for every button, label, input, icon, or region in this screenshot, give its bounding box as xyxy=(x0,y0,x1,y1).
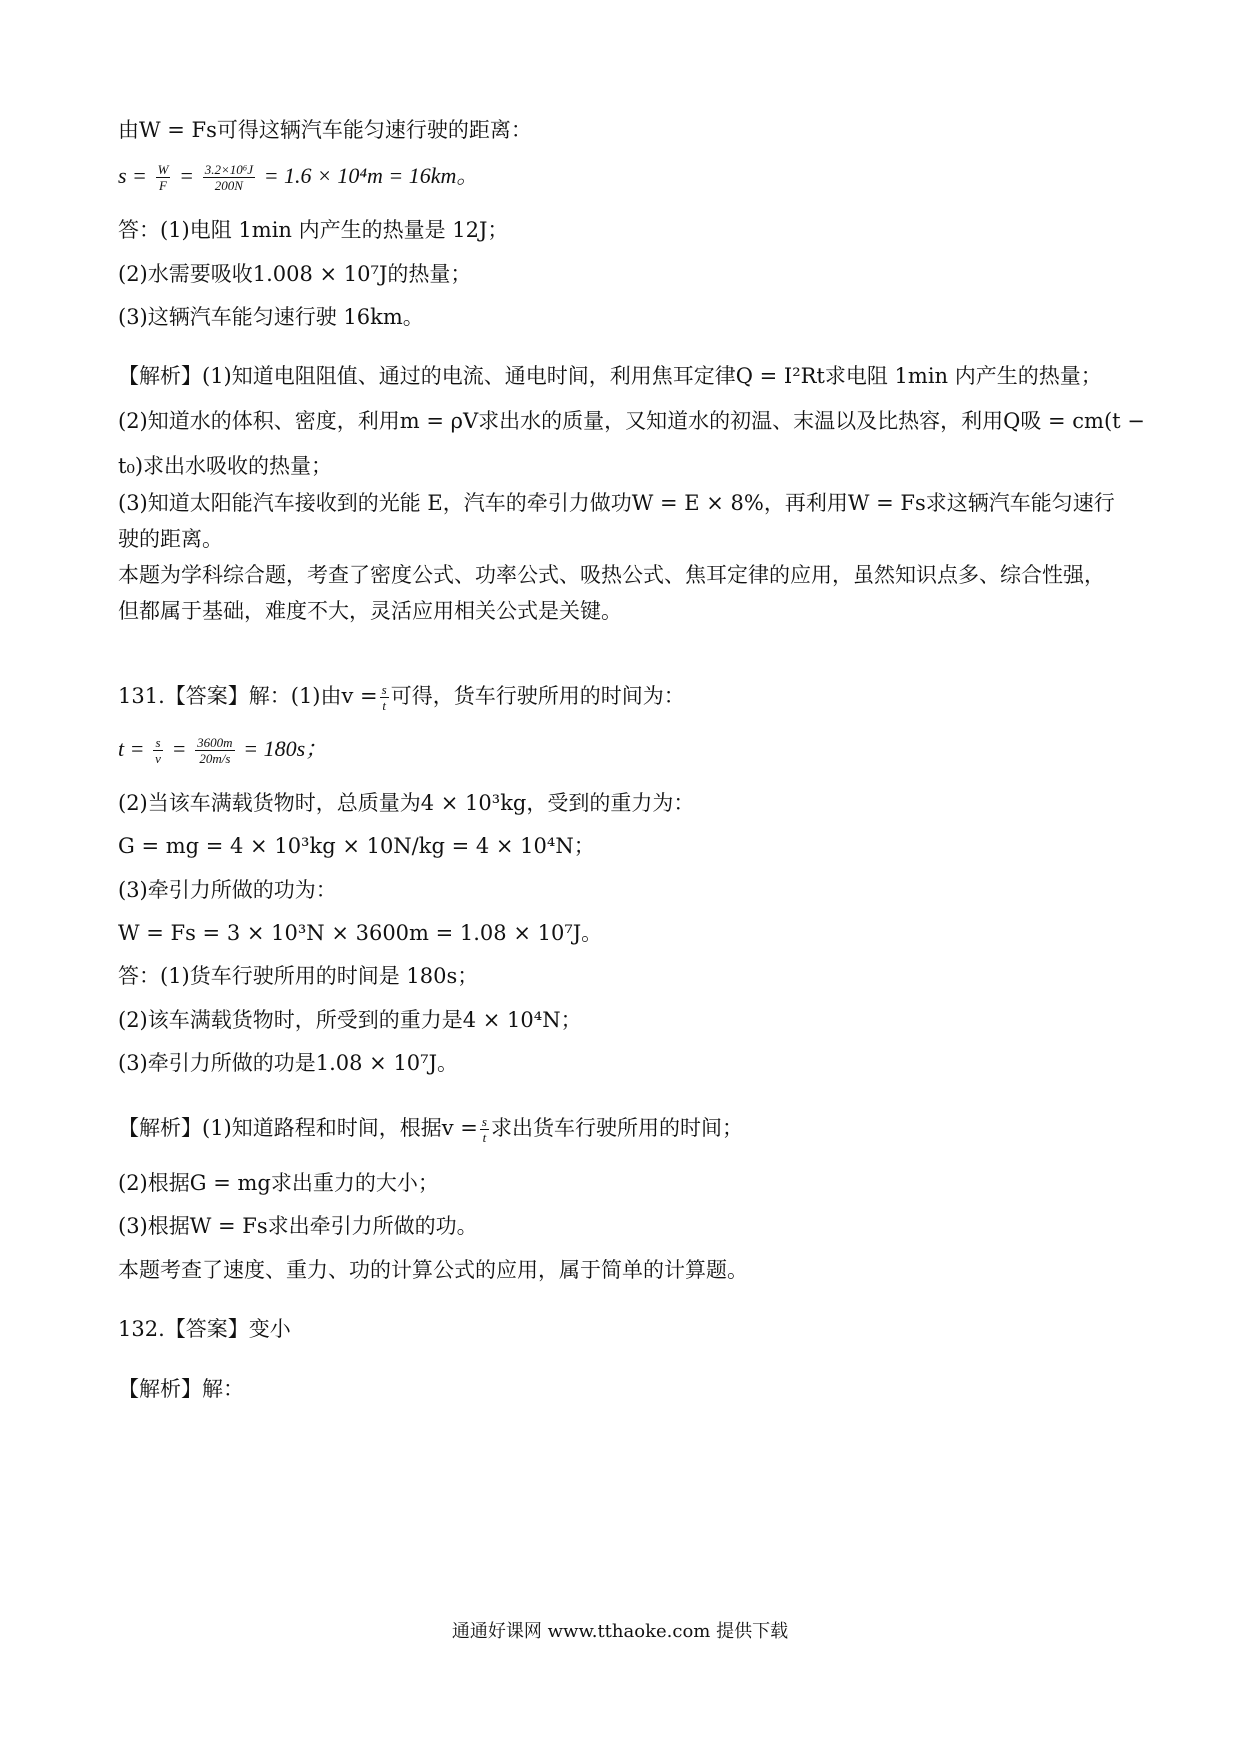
text-line-17: (3)牵引力所做的功为： xyxy=(118,878,337,902)
frac-denominator: 20m/s xyxy=(199,751,231,766)
equation-distance xyxy=(118,160,478,193)
text-line-3: 答：(1)电阻 1min 内产生的热量是 12J； xyxy=(118,218,509,242)
answer-132: 132.【答案】变小 xyxy=(118,1317,291,1341)
text-line-15: (2)当该车满载货物时，总质量为4 × 10³kg，受到的重力为： xyxy=(118,791,695,815)
analysis-131-line-1 xyxy=(118,1112,743,1145)
eq-result: = 180s； xyxy=(243,736,328,761)
page-footer: 通通好课网 www.tthaoke.com 提供下载 xyxy=(451,1621,789,1642)
eq-lhs: s = xyxy=(118,163,147,188)
frac-denominator: F xyxy=(159,178,167,193)
text-line-1: 由W = Fs可得这辆汽车能匀速行驶的距离： xyxy=(118,118,532,142)
analysis-131-post: 求出货车行驶所用的时间； xyxy=(490,1116,743,1140)
fraction-s-over-t xyxy=(480,1114,489,1145)
analysis-line-6: 本题为学科综合题，考查了密度公式、功率公式、吸热公式、焦耳定律的应用，虽然知识点多、综合性强， xyxy=(118,563,1105,587)
eq-result: = 1.6 × 10⁴m = 16km。 xyxy=(263,163,479,188)
analysis-line-4: (3)知道太阳能汽车接收到的光能 E，汽车的牵引力做功W = E × 8%，再利用W = Fs求这辆汽车能匀速行 xyxy=(118,491,1115,515)
answer-131-pre: 131.【答案】解：(1)由v = xyxy=(118,684,378,708)
analysis-131-pre: 【解析】(1)知道路程和时间，根据v = xyxy=(118,1116,478,1140)
text-line-21: (3)牵引力所做的功是1.08 × 10⁷J。 xyxy=(118,1051,459,1075)
frac-denominator: t xyxy=(382,698,386,713)
analysis-line-7: 但都属于基础，难度不大，灵活应用相关公式是关键。 xyxy=(118,599,622,623)
analysis-131-line-4: 本题考查了速度、重力、功的计算公式的应用，属于简单的计算题。 xyxy=(118,1258,748,1282)
eq-lhs: t = xyxy=(118,736,145,761)
eq-equals: = xyxy=(179,163,194,188)
analysis-line-1: 【解析】(1)知道电阻阻值、通过的电流、通电时间，利用焦耳定律Q = I²Rt求电阻 1min 内产生的热量； xyxy=(118,364,1102,388)
eq-equals: = xyxy=(171,736,187,761)
equation-gravity: G = mg = 4 × 10³kg × 10N/kg = 4 × 10⁴N； xyxy=(118,834,595,858)
text-line-19: 答：(1)货车行驶所用的时间是 180s； xyxy=(118,964,479,988)
frac-numerator: s xyxy=(481,1114,487,1129)
text-line-4: (2)水需要吸收1.008 × 10⁷J的热量； xyxy=(118,262,472,286)
answer-131-header xyxy=(118,680,685,713)
fraction-distance-over-speed xyxy=(195,735,234,766)
frac-numerator: 3.2×10⁶J xyxy=(204,162,253,177)
text-line-5: (3)这辆汽车能匀速行驶 16km。 xyxy=(118,305,424,329)
fraction-w-over-f xyxy=(156,162,171,193)
frac-numerator: 3600m xyxy=(197,735,233,750)
frac-denominator: t xyxy=(482,1130,487,1145)
frac-numerator: W xyxy=(157,162,169,177)
analysis-132: 【解析】解： xyxy=(118,1377,244,1401)
frac-denominator: 200N xyxy=(214,178,243,193)
answer-131-post: 可得，货车行驶所用的时间为： xyxy=(390,684,685,708)
analysis-131-line-2: (2)根据G = mg求出重力的大小； xyxy=(118,1171,439,1195)
equation-time xyxy=(118,733,327,766)
analysis-131-line-3: (3)根据W = Fs求出牵引力所做的功。 xyxy=(118,1214,478,1238)
fraction-s-over-v xyxy=(153,735,163,766)
frac-numerator: s xyxy=(381,682,387,697)
analysis-line-5: 驶的距离。 xyxy=(118,527,223,551)
text-line-20: (2)该车满载货物时，所受到的重力是4 × 10⁴N； xyxy=(118,1008,582,1032)
fraction-energy-over-force xyxy=(203,162,255,193)
fraction-s-over-t xyxy=(380,682,389,713)
analysis-line-3: t₀)求出水吸收的热量； xyxy=(118,454,333,478)
frac-numerator: s xyxy=(153,735,163,751)
frac-denominator: v xyxy=(155,751,161,766)
analysis-line-2: (2)知道水的体积、密度，利用m = ρV求出水的质量，又知道水的初温、末温以及比热容，利用Q吸 = cm(t − xyxy=(118,409,1145,433)
equation-work: W = Fs = 3 × 10³N × 3600m = 1.08 × 10⁷J。 xyxy=(118,921,603,945)
